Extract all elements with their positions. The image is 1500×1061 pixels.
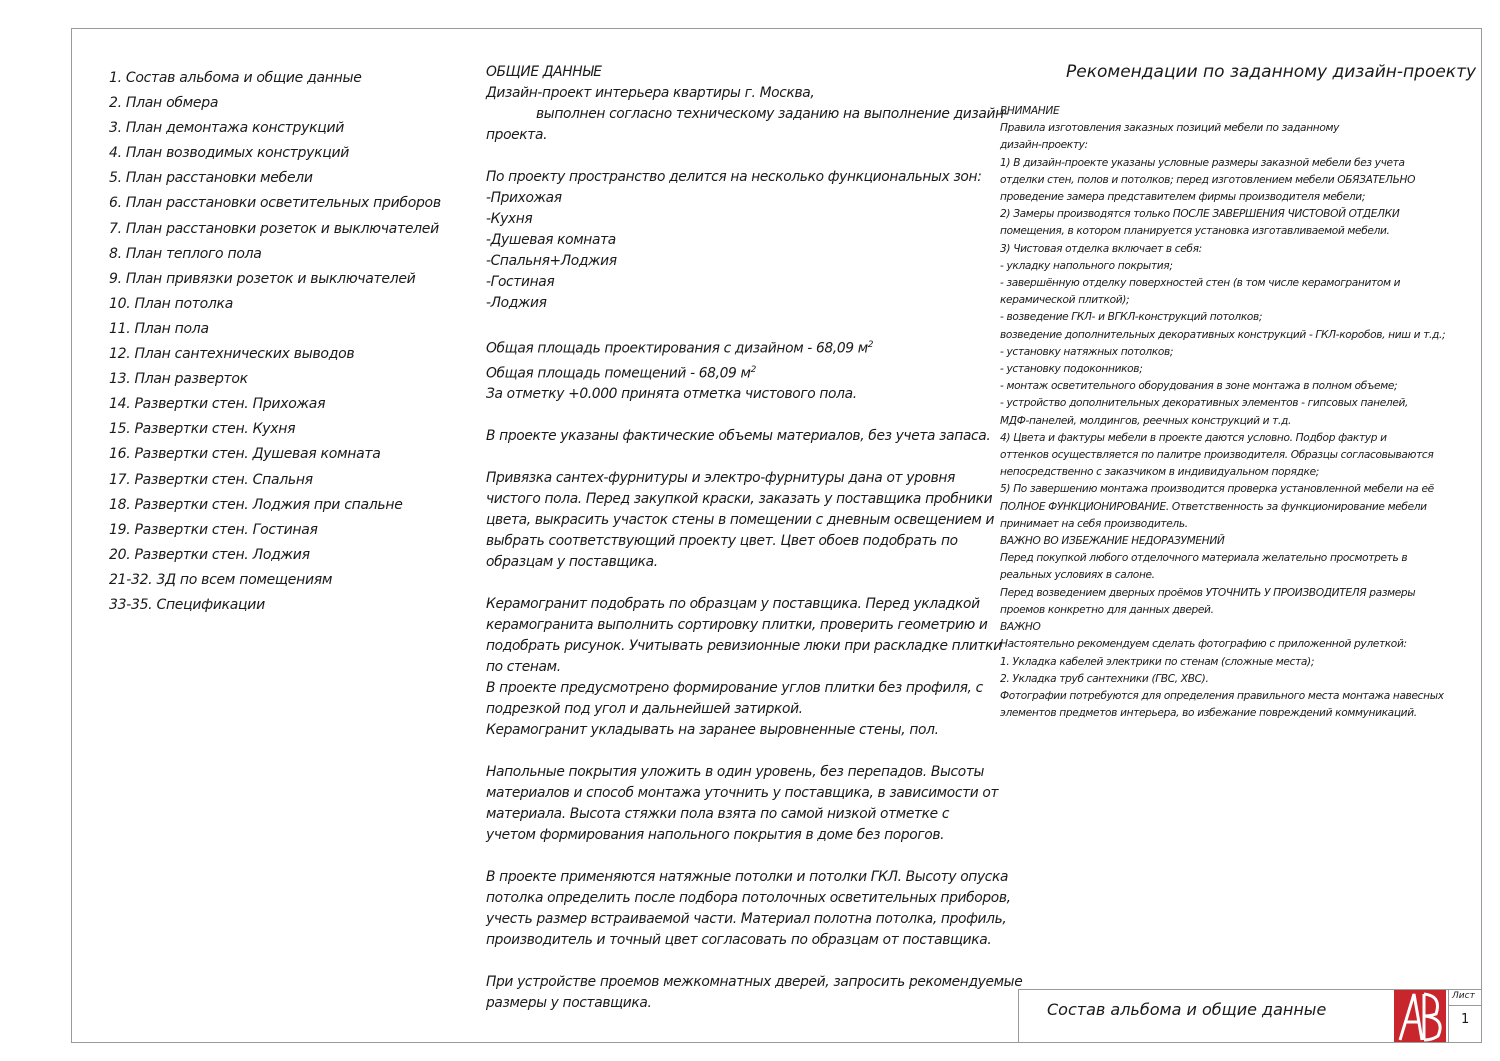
text-line: Дизайн-проект интерьера квартиры г. Москва, (486, 85, 815, 101)
section-heading: ОБЩИЕ ДАННЫЕ (486, 64, 602, 80)
text-line: потолка определить после подбора потолочных осветительных приборов, (486, 890, 1011, 907)
list-item: 20. Развертки стен. Лоджия (109, 546, 310, 563)
recommendation-line: отделки стен, полов и потолков; перед изготовлением мебели ОБЯЗАТЕЛЬНО (1000, 173, 1416, 186)
sheet-number: 1 (1461, 1012, 1470, 1027)
recommendation-line: ПОЛНОЕ ФУНКЦИОНИРОВАНИЕ. Ответственность за функционирование мебели (1000, 500, 1427, 513)
list-item: 2. План обмера (109, 95, 219, 112)
area-rooms-text: Общая площадь помещений - 68,09 м (486, 365, 751, 382)
text-line: По проекту пространство делится на несколько функциональных зон: (486, 169, 982, 185)
recommendation-line: оттенков осуществляется по палитре производителя. Образцы согласовываются (1000, 449, 1434, 462)
text-line: учесть размер встраиваемой части. Материал полотна потолка, профиль, (486, 911, 1007, 928)
recommendation-line: керамической плиткой); (1000, 294, 1130, 307)
text-line: Привязка сантех-фурнитуры и электро-фурнитуры дана от уровня (486, 470, 955, 487)
list-item: 18. Развертки стен. Лоджия при спальне (109, 496, 403, 513)
recommendation-line: МДФ-панелей, молдингов, реечных конструкций и т.д. (1000, 414, 1292, 427)
text-line: В проекте предусмотрено формирование углов плитки без профиля, с (486, 680, 983, 697)
zone-item: -Прихожая (486, 190, 562, 206)
list-item: 21-32. 3Д по всем помещениям (109, 571, 333, 588)
recommendation-line: реальных условиях в салоне. (1000, 569, 1155, 582)
recommendation-line: непосредственно с заказчиком в индивидуальном порядке; (1000, 466, 1319, 479)
text-line: образцам у поставщика. (486, 554, 658, 571)
recommendation-line: 5) По завершению монтажа производится проверка установленной мебели на её (1000, 483, 1434, 496)
recommendation-line: 1. Укладка кабелей электрики по стенам (сложные места); (1000, 655, 1315, 668)
text-line: чистого пола. Перед закупкой краски, заказать у поставщика пробники (486, 491, 993, 508)
list-item: 3. План демонтажа конструкций (109, 120, 345, 137)
text-line: В проекте указаны фактические объемы материалов, без учета запаса. (486, 428, 991, 445)
recommendation-line: Фотографии потребуются для определения правильного места монтажа навесных (1000, 689, 1444, 702)
sheet-title: Состав альбома и общие данные (1047, 1000, 1327, 1019)
recommendation-line: Настоятельно рекомендуем сделать фотографию с приложенной рулеткой: (1000, 638, 1407, 651)
recommendation-line: Перед возведением дверных проёмов УТОЧНИТЬ У ПРОИЗВОДИТЕЛЯ размеры (1000, 586, 1416, 599)
text-line: производитель и точный цвет согласовать по образцам от поставщика. (486, 932, 992, 949)
recommendation-line: Правила изготовления заказных позиций мебели по заданному (1000, 122, 1340, 135)
text-line: проекта. (486, 127, 548, 143)
area-design-line (486, 335, 971, 360)
superscript: 2 (750, 364, 756, 375)
recommendation-line: возведение дополнительных декоративных конструкций - ГКЛ-коробов, ниш и т.д.; (1000, 328, 1446, 341)
list-item: 7. План расстановки розеток и выключателей (109, 220, 439, 237)
list-item: 14. Развертки стен. Прихожая (109, 396, 326, 413)
recommendation-line: ВНИМАНИЕ (1000, 105, 1060, 117)
text-line: учетом формирования напольного покрытия в доме без порогов. (486, 827, 945, 844)
list-item: 8. План теплого пола (109, 245, 262, 262)
recommendation-line: элементов предметов интерьера, во избежание повреждений коммуникаций. (1000, 707, 1417, 720)
superscript: 2 (867, 340, 874, 350)
list-item: 5. План расстановки мебели (109, 170, 313, 187)
text-line: выбрать соответствующий проекту цвет. Цвет обоев подобрать по (486, 533, 958, 550)
text-line: В проекте применяются натяжные потолки и потолки ГКЛ. Высоту опуска (486, 869, 1009, 886)
recommendation-line: проемов конкретно для данных дверей. (1000, 603, 1214, 616)
recommendation-line: - устройство дополнительных декоративных элементов - гипсовых панелей, (1000, 397, 1409, 410)
text-line: размеры у поставщика. (486, 995, 652, 1012)
recommendation-line: - установку натяжных потолков; (1000, 345, 1174, 358)
recommendations-text (1000, 103, 1460, 722)
list-item: 12. План сантехнических выводов (109, 346, 355, 363)
recommendation-line: принимает на себя производитель. (1000, 517, 1188, 530)
recommendation-line: проведение замера представителем фирмы производителя мебели; (1000, 191, 1366, 204)
text-line: цвета, выкрасить участок стены в помещении с дневным освещением и (486, 512, 995, 529)
recommendation-line: - установку подоконников; (1000, 363, 1143, 376)
text-line: материалов и способ монтажа уточнить у поставщика, в зависимости от (486, 785, 999, 802)
recommendation-line: дизайн-проекту: (1000, 139, 1088, 152)
recommendation-line: - завершённую отделку поверхностей стен (в том числе керамогранитом и (1000, 277, 1401, 290)
text-line: За отметку +0.000 принята отметка чистового пола. (486, 386, 857, 403)
text-line: выполнен согласно техническому заданию на выполнение дизайн- (536, 106, 1009, 122)
list-item: 4. План возводимых конструкций (109, 145, 350, 162)
area-design-text: Общая площадь проектирования с дизайном - 68,09 м (486, 340, 868, 357)
list-item: 10. План потолка (109, 295, 233, 312)
zone-item: -Душевая комната (486, 232, 616, 248)
recommendation-line: ВАЖНО (1000, 621, 1041, 634)
recommendation-line: 1) В дизайн-проекте указаны условные размеры заказной мебели без учета (1000, 156, 1405, 169)
zone-item: -Кухня (486, 211, 533, 227)
zone-item: -Лоджия (486, 295, 547, 311)
recommendations-title: Рекомендации по заданному дизайн-проекту (1066, 62, 1477, 82)
recommendation-line: - возведение ГКЛ- и ВГКЛ-конструкций потолков; (1000, 311, 1263, 324)
recommendation-line: 2) Замеры производятся только ПОСЛЕ ЗАВЕРШЕНИЯ ЧИСТОВОЙ ОТДЕЛКИ (1000, 208, 1400, 221)
text-line: керамогранита выполнить сортировку плитки, проверить геометрию и (486, 617, 988, 634)
sheet-label: Лист (1452, 991, 1475, 1001)
recommendation-line: 2. Укладка труб сантехники (ГВС, ХВС). (1000, 672, 1209, 685)
list-item: 15. Развертки стен. Кухня (109, 421, 296, 438)
list-item: 13. План разверток (109, 371, 248, 388)
text-line: по стенам. (486, 659, 561, 676)
ab-logo (1394, 990, 1446, 1042)
zone-item: -Спальня+Лоджия (486, 253, 617, 269)
list-item: 1. Состав альбома и общие данные (109, 70, 362, 86)
area-rooms-line (486, 360, 971, 385)
recommendation-line: 3) Чистовая отделка включает в себя: (1000, 242, 1202, 255)
list-item: 17. Развертки стен. Спальня (109, 471, 313, 488)
recommendation-line: - монтаж осветительного оборудования в зоне монтажа в полном объеме; (1000, 380, 1398, 393)
text-line: При устройстве проемов межкомнатных дверей, запросить рекомендуемые (486, 974, 1023, 991)
recommendation-line: помещения, в котором планируется установка изготавливаемой мебели. (1000, 225, 1390, 238)
list-item: 6. План расстановки осветительных приборов (109, 195, 441, 212)
list-item: 9. План привязки розеток и выключателей (109, 270, 416, 287)
list-item: 11. План пола (109, 320, 209, 337)
zone-item: -Гостиная (486, 274, 555, 290)
text-line: материала. Высота стяжки пола взята по самой низкой отметке с (486, 806, 950, 823)
recommendation-line: ВАЖНО ВО ИЗБЕЖАНИЕ НЕДОРАЗУМЕНИЙ (1000, 535, 1225, 548)
recommendation-line: Перед покупкой любого отделочного материала желательно просмотреть в (1000, 552, 1408, 565)
text-line: Напольные покрытия уложить в один уровень, без перепадов. Высоты (486, 764, 985, 781)
text-line: подобрать рисунок. Учитывать ревизионные люки при раскладке плитки (486, 638, 1002, 655)
album-contents-list (109, 68, 449, 620)
list-item: 33-35. Спецификации (109, 596, 265, 613)
recommendation-line: - укладку напольного покрытия; (1000, 259, 1173, 272)
recommendation-line: 4) Цвета и фактуры мебели в проекте даются условно. Подбор фактур и (1000, 431, 1387, 444)
text-line: подрезкой под угол и дальнейшей затиркой. (486, 701, 803, 718)
list-item: 19. Развертки стен. Гостиная (109, 521, 318, 538)
divider (1448, 1005, 1482, 1006)
list-item: 16. Развертки стен. Душевая комната (109, 446, 381, 463)
text-line: Керамогранит укладывать на заранее выровненные стены, пол. (486, 722, 939, 739)
text-line: Керамогранит подобрать по образцам у поставщика. Перед укладкой (486, 596, 980, 613)
